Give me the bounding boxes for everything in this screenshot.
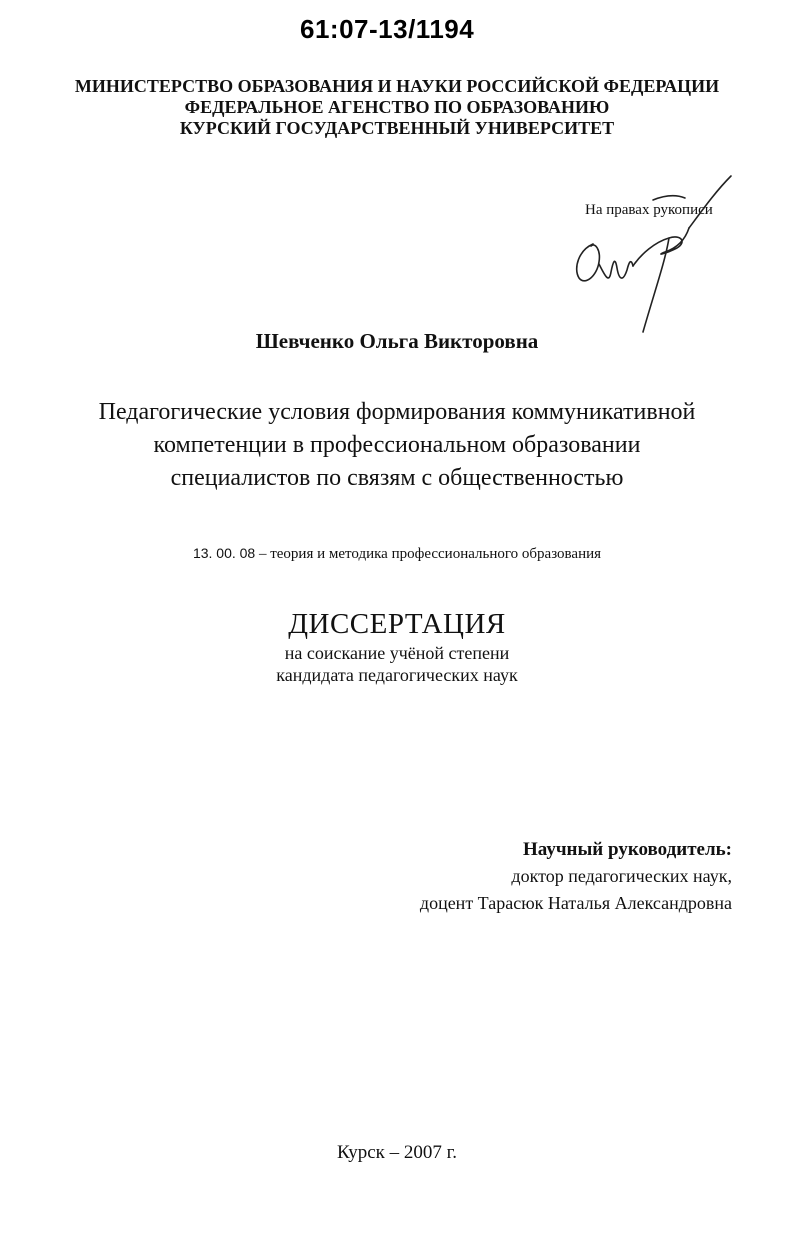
title-line: Педагогические условия формирования коммуникативной	[98, 399, 696, 425]
university-line: КУРСКИЙ ГОСУДАРСТВЕННЫЙ УНИВЕРСИТЕТ	[179, 118, 615, 138]
archive-code: 61:07-13/1194	[300, 14, 475, 44]
author-name: Шевченко Ольга Викторовна	[255, 329, 539, 353]
supervisor-heading: Научный руководитель:	[523, 839, 732, 860]
title-line: специалистов по связям с общественностью	[170, 465, 624, 491]
specialty-code: 13. 00. 08	[192, 545, 256, 561]
specialty-text: – теория и методика профессионального образования	[255, 546, 602, 562]
place-year: Курск – 2007 г.	[336, 1142, 458, 1163]
ministry-line: МИНИСТЕРСТВО ОБРАЗОВАНИЯ И НАУКИ РОССИЙСКОЙ ФЕДЕРАЦИИ	[74, 76, 720, 96]
specialty-line	[0, 545, 794, 563]
handwritten-signature-icon	[565, 172, 755, 342]
degree-line: на соискание учёной степени	[284, 643, 510, 663]
dissertation-title	[0, 396, 794, 495]
degree-line: кандидата педагогических наук	[276, 665, 518, 685]
agency-line: ФЕДЕРАЛЬНОЕ АГЕНСТВО ПО ОБРАЗОВАНИЮ	[184, 97, 610, 117]
supervisor-degree: доктор педагогических наук,	[511, 866, 732, 886]
title-line: компетенции в профессиональном образовании	[153, 432, 641, 458]
degree-statement	[0, 642, 794, 686]
supervisor-block	[420, 836, 732, 917]
supervisor-name: доцент Тарасюк Наталья Александровна	[419, 893, 732, 913]
institution-header	[0, 76, 794, 139]
rights-note: На правах рукописи	[585, 202, 713, 218]
work-type: ДИССЕРТАЦИЯ	[288, 608, 506, 640]
